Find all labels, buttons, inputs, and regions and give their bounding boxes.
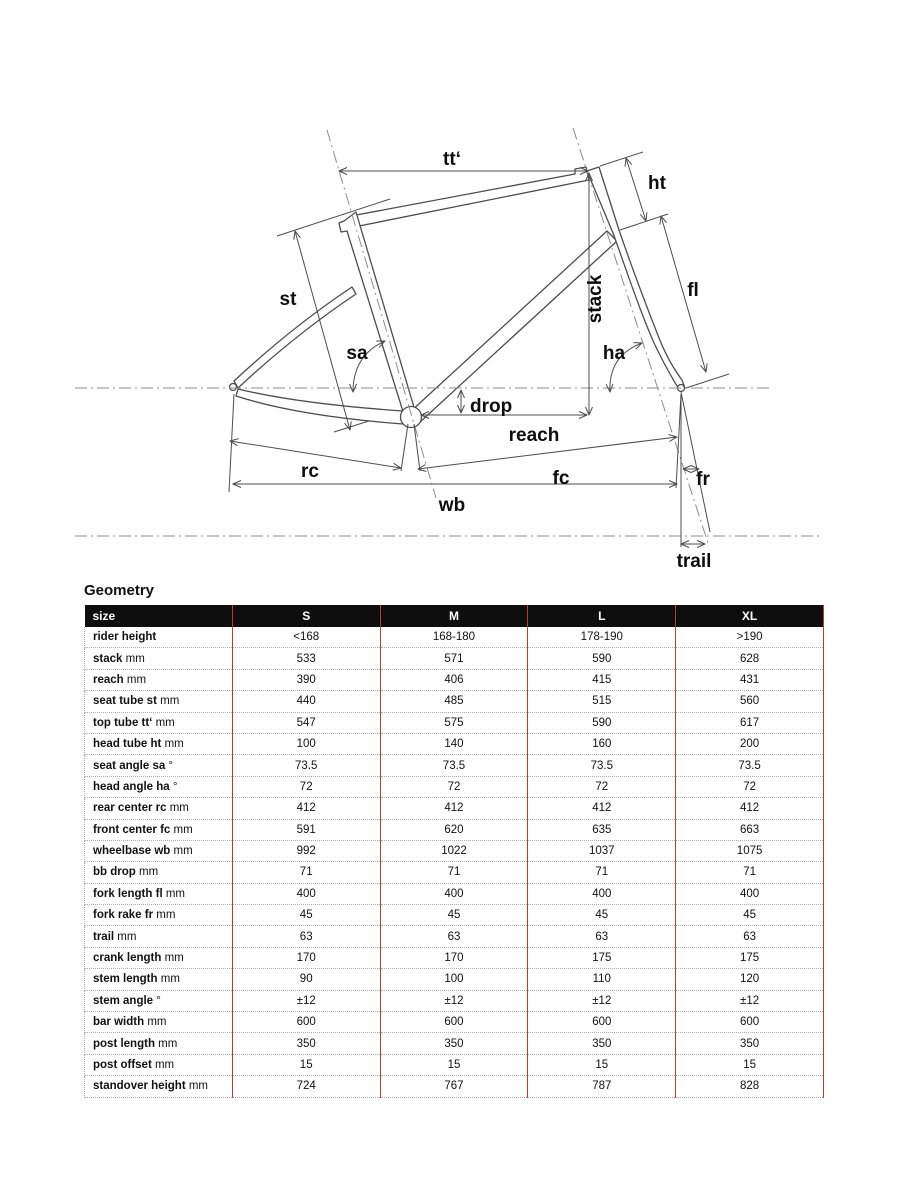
cell: 200 (676, 733, 824, 754)
table-row (85, 627, 824, 648)
row-label (85, 669, 233, 690)
row-label-unit: mm (144, 1016, 167, 1029)
diagram-labels (280, 149, 712, 572)
bottom-bracket (401, 407, 422, 428)
cell: 63 (232, 926, 380, 947)
row-label-name: top tube tt‘ (93, 716, 153, 729)
cell: 73.5 (676, 755, 824, 776)
cell: 140 (380, 733, 528, 754)
table-row (85, 733, 824, 754)
cell: 431 (676, 669, 824, 690)
table-row (85, 691, 824, 712)
cell: 620 (380, 819, 528, 840)
cell: 992 (232, 840, 380, 861)
cell: 71 (232, 862, 380, 883)
cell: 628 (676, 648, 824, 669)
chain-stay (236, 389, 403, 424)
table-row (85, 1033, 824, 1054)
row-label-unit: mm (170, 845, 193, 858)
cell: 1037 (528, 840, 676, 861)
row-label-unit: mm (122, 652, 145, 665)
cell: ±12 (528, 990, 676, 1011)
top-tube (351, 167, 589, 227)
table-row (85, 1054, 824, 1075)
row-label (85, 883, 233, 904)
cell: 560 (676, 691, 824, 712)
cell: ±12 (232, 990, 380, 1011)
row-label (85, 755, 233, 776)
row-label-name: crank length (93, 952, 162, 965)
cell: 600 (380, 1012, 528, 1033)
cell: 590 (528, 712, 676, 733)
row-label-name: head tube ht (93, 738, 162, 751)
cell: 617 (676, 712, 824, 733)
cell: 600 (232, 1012, 380, 1033)
row-label-name: stem angle (93, 994, 154, 1007)
cell: 828 (676, 1076, 824, 1097)
table-row (85, 926, 824, 947)
cell: ±12 (676, 990, 824, 1011)
row-label-name: standover height (93, 1080, 186, 1093)
row-label (85, 990, 233, 1011)
row-label-unit: mm (152, 716, 175, 729)
row-label-name: wheelbase wb (93, 845, 171, 858)
row-label-name: stack (93, 652, 123, 665)
cell: 72 (232, 776, 380, 797)
cell: 63 (528, 926, 676, 947)
col-header-L: L (528, 605, 676, 627)
row-label-unit: mm (114, 930, 137, 943)
row-label (85, 1033, 233, 1054)
construction-lines (75, 128, 822, 546)
table-row (85, 712, 824, 733)
row-label-name: seat angle sa (93, 759, 166, 772)
geometry-table (84, 605, 824, 1098)
cell: 168-180 (380, 627, 528, 648)
table-row (85, 947, 824, 968)
label-sa: sa (346, 343, 368, 364)
cell: 547 (232, 712, 380, 733)
geometry-title: Geometry (84, 582, 155, 599)
cell: 73.5 (380, 755, 528, 776)
row-label (85, 712, 233, 733)
cell: 45 (380, 905, 528, 926)
row-label (85, 627, 233, 648)
row-label-unit: mm (156, 695, 180, 708)
row-label (85, 926, 233, 947)
row-label-name: post length (93, 1037, 155, 1050)
row-label-unit: mm (135, 866, 159, 879)
row-label-name: fork length fl (93, 887, 163, 900)
row-label-name: stem length (93, 973, 158, 986)
row-label-name: rear center rc (93, 802, 167, 815)
row-label (85, 969, 233, 990)
cell: ±12 (380, 990, 528, 1011)
cell: 71 (676, 862, 824, 883)
cell: >190 (676, 627, 824, 648)
table-row (85, 669, 824, 690)
geometry-table-body (85, 627, 824, 1097)
row-label (85, 862, 233, 883)
cell: 400 (528, 883, 676, 904)
cell: 1075 (676, 840, 824, 861)
row-label-name: fork rake fr (93, 909, 154, 922)
label-trail: trail (676, 551, 712, 572)
geometry-table-head (85, 605, 824, 627)
cell: 787 (528, 1076, 676, 1097)
row-label-name: bb drop (93, 866, 136, 879)
table-row (85, 819, 824, 840)
label-rc: rc (301, 461, 319, 482)
cell: 73.5 (232, 755, 380, 776)
cell: 600 (528, 1012, 676, 1033)
row-label-name: post offset (93, 1059, 152, 1071)
cell: 71 (380, 862, 528, 883)
table-row (85, 905, 824, 926)
col-header-XL: XL (676, 605, 824, 627)
cell: 110 (528, 969, 676, 990)
cell: 170 (380, 947, 528, 968)
cell: 160 (528, 733, 676, 754)
cell: 90 (232, 969, 380, 990)
table-row (85, 883, 824, 904)
cell: 412 (528, 798, 676, 819)
cell: 350 (232, 1033, 380, 1054)
label-ht: ht (648, 173, 666, 194)
row-label-unit: mm (161, 952, 184, 965)
table-row (85, 1012, 824, 1033)
row-label-unit: ° (153, 994, 161, 1007)
cell: 63 (380, 926, 528, 947)
cell: 406 (380, 669, 528, 690)
row-label-unit: ° (165, 759, 174, 772)
cell: 45 (232, 905, 380, 926)
cell: 590 (528, 648, 676, 669)
row-label (85, 1076, 233, 1097)
cell: 412 (676, 798, 824, 819)
table-row (85, 990, 824, 1011)
col-header-S: S (232, 605, 380, 627)
row-label (85, 947, 233, 968)
steering-axis (573, 128, 709, 546)
cell: 175 (676, 947, 824, 968)
table-row (85, 755, 824, 776)
seat-tube (339, 212, 416, 418)
row-label-unit: mm (185, 1080, 209, 1093)
row-label-name: front center fc (93, 823, 171, 836)
label-fc: fc (552, 468, 570, 489)
cell: 350 (528, 1033, 676, 1054)
row-label (85, 1012, 233, 1033)
cell: 63 (676, 926, 824, 947)
rear-dropout (230, 384, 237, 391)
cell: 45 (528, 905, 676, 926)
row-label-name: rider height (93, 631, 157, 644)
table-row (85, 840, 824, 861)
cell: 415 (528, 669, 676, 690)
cell: 600 (676, 1012, 824, 1033)
cell: 100 (232, 733, 380, 754)
label-fl: fl (687, 280, 699, 301)
table-row (85, 798, 824, 819)
row-label-unit: mm (161, 738, 184, 751)
cell: 73.5 (528, 755, 676, 776)
row-label (85, 1054, 233, 1075)
col-header-M: M (380, 605, 528, 627)
row-label-unit: mm (166, 802, 189, 815)
row-label-unit: mm (170, 823, 193, 836)
size-header: size (85, 605, 233, 627)
row-label (85, 733, 233, 754)
cell: 767 (380, 1076, 528, 1097)
row-label (85, 691, 233, 712)
cell: 178-190 (528, 627, 676, 648)
cell: 635 (528, 819, 676, 840)
row-label-unit: mm (123, 673, 147, 686)
cell: 591 (232, 819, 380, 840)
cell: 100 (380, 969, 528, 990)
label-reach: reach (508, 425, 560, 446)
label-tt: tt‘ (443, 149, 461, 170)
row-label-unit: mm (162, 887, 185, 900)
table-row (85, 1076, 824, 1097)
label-wb: wb (438, 495, 466, 516)
row-label (85, 905, 233, 926)
cell: 515 (528, 691, 676, 712)
cell: 571 (380, 648, 528, 669)
bike-geometry-diagram (0, 0, 900, 575)
cell: 412 (380, 798, 528, 819)
row-label (85, 819, 233, 840)
table-row (85, 862, 824, 883)
row-label-unit: mm (151, 1059, 175, 1071)
cell: 72 (528, 776, 676, 797)
row-label (85, 648, 233, 669)
cell: <168 (232, 627, 380, 648)
row-label-name: seat tube st (93, 695, 157, 708)
row-label (85, 798, 233, 819)
row-label (85, 840, 233, 861)
cell: 390 (232, 669, 380, 690)
cell: 120 (676, 969, 824, 990)
cell: 663 (676, 819, 824, 840)
cell: 45 (676, 905, 824, 926)
row-label-name: reach (93, 673, 124, 686)
row-label-unit: ° (169, 780, 178, 793)
row-label-name: head angle ha (93, 780, 170, 793)
label-fr: fr (696, 469, 710, 490)
label-st: st (279, 289, 297, 310)
cell: 412 (232, 798, 380, 819)
cell: 350 (676, 1033, 824, 1054)
cell: 15 (380, 1054, 528, 1075)
table-row (85, 648, 824, 669)
cell: 175 (528, 947, 676, 968)
cell: 400 (232, 883, 380, 904)
row-label-unit: mm (153, 909, 176, 922)
cell: 15 (528, 1054, 676, 1075)
cell: 71 (528, 862, 676, 883)
table-row (85, 969, 824, 990)
cell: 533 (232, 648, 380, 669)
label-drop: drop (470, 396, 513, 417)
label-stack: stack (585, 274, 606, 324)
cell: 15 (232, 1054, 380, 1075)
row-label-unit: mm (154, 1037, 178, 1050)
cell: 724 (232, 1076, 380, 1097)
label-ha: ha (602, 343, 626, 364)
row-label-name: bar width (93, 1016, 145, 1029)
cell: 72 (676, 776, 824, 797)
row-label-name: trail (93, 930, 115, 943)
cell: 575 (380, 712, 528, 733)
down-tube (409, 231, 617, 423)
cell: 400 (676, 883, 824, 904)
cell: 400 (380, 883, 528, 904)
cell: 485 (380, 691, 528, 712)
table-row (85, 776, 824, 797)
row-label-unit: mm (157, 973, 180, 986)
dim-ht (626, 158, 646, 221)
cell: 350 (380, 1033, 528, 1054)
cell: 72 (380, 776, 528, 797)
cell: 170 (232, 947, 380, 968)
row-label (85, 776, 233, 797)
cell: 1022 (380, 840, 528, 861)
cell: 440 (232, 691, 380, 712)
cell: 15 (676, 1054, 824, 1075)
dim-fl (661, 216, 706, 372)
